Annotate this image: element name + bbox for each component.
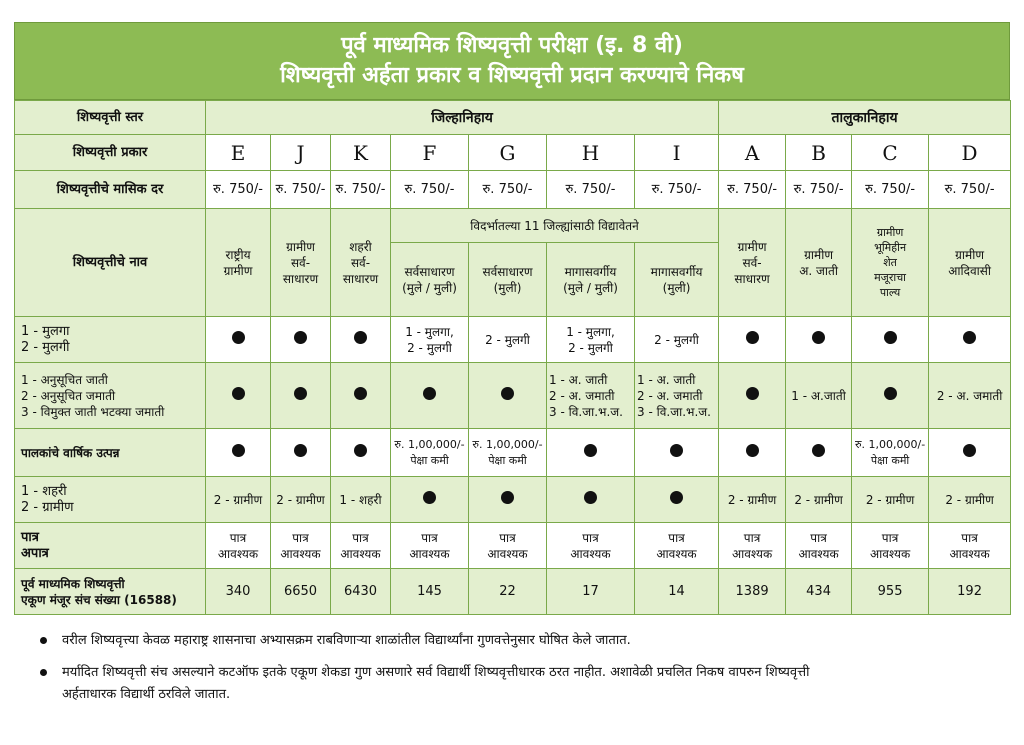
bullet-dot: [584, 491, 597, 504]
area-row: [15, 477, 1011, 523]
dot-cell: [929, 317, 1011, 363]
dot-cell: [331, 363, 391, 429]
note-2: [40, 662, 1000, 706]
dot-cell: [469, 363, 547, 429]
bullet-dot: [354, 444, 367, 457]
bullet-dot: [232, 331, 245, 344]
eligible-cell: पात्र आवश्यक: [786, 523, 852, 569]
gender-G: 2 - मुलगी: [469, 317, 547, 363]
dot-cell: [469, 477, 547, 523]
name-row-top: [15, 209, 1011, 243]
total-E: 340: [206, 569, 271, 615]
bullet-dot: [670, 491, 683, 504]
rate-cell: रु. 750/-: [547, 171, 635, 209]
name-F: सर्वसाधारण (मुले / मुली): [391, 243, 469, 317]
rate-cell: रु. 750/-: [929, 171, 1011, 209]
dot-cell: [271, 317, 331, 363]
total-K: 6430: [331, 569, 391, 615]
rate-cell: रु. 750/-: [719, 171, 786, 209]
bullet-dot: [423, 387, 436, 400]
eligible-cell: पात्र आवश्यक: [271, 523, 331, 569]
eligible-cell: पात्र आवश्यक: [547, 523, 635, 569]
total-A: 1389: [719, 569, 786, 615]
rate-cell: रु. 750/-: [469, 171, 547, 209]
dot-cell: [786, 429, 852, 477]
eligible-cell: पात्र आवश्यक: [331, 523, 391, 569]
scholarship-table-frame: [14, 22, 1010, 615]
type-H: H: [547, 135, 635, 171]
taluka-header: तालुकानिहाय: [719, 101, 1011, 135]
bullet-dot: [670, 444, 683, 457]
bullet-dot: [963, 331, 976, 344]
total-H: 17: [547, 569, 635, 615]
district-header: जिल्हानिहाय: [206, 101, 719, 135]
eligible-cell: पात्र आवश्यक: [469, 523, 547, 569]
type-label: शिष्यवृत्ती प्रकार: [15, 135, 206, 171]
rate-cell: रु. 750/-: [331, 171, 391, 209]
caste-I: 1 - अ. जाती 2 - अ. जमाती 3 - वि.जा.भ.ज.: [635, 363, 719, 429]
eligible-cell: पात्र आवश्यक: [852, 523, 929, 569]
title-line-2: शिष्यवृत्ती अर्हता प्रकार व शिष्यवृत्ती प्रदान करण्याचे निकष: [280, 63, 744, 88]
rate-cell: रु. 750/-: [271, 171, 331, 209]
name-I: मागासवर्गीय (मुली): [635, 243, 719, 317]
name-D: ग्रामीण आदिवासी: [929, 209, 1011, 317]
bullet-icon: [40, 637, 47, 644]
bullet-dot: [354, 331, 367, 344]
income-F: रु. 1,00,000/- पेक्षा कमी: [391, 429, 469, 477]
bullet-dot: [963, 444, 976, 457]
dot-cell: [331, 317, 391, 363]
name-E: राष्ट्रीय ग्रामीण: [206, 209, 271, 317]
dot-cell: [331, 429, 391, 477]
name-label: शिष्यवृत्तीचे नाव: [15, 209, 206, 317]
bullet-dot: [501, 387, 514, 400]
type-row: [15, 135, 1011, 171]
caste-row: [15, 363, 1011, 429]
area-A: 2 - ग्रामीण: [719, 477, 786, 523]
rate-cell: रु. 750/-: [852, 171, 929, 209]
type-B: B: [786, 135, 852, 171]
bullet-dot: [884, 331, 897, 344]
area-J: 2 - ग्रामीण: [271, 477, 331, 523]
gender-row: [15, 317, 1011, 363]
dot-cell: [635, 429, 719, 477]
caste-H: 1 - अ. जाती 2 - अ. जमाती 3 - वि.जा.भ.ज.: [547, 363, 635, 429]
bullet-dot: [812, 444, 825, 457]
bullet-dot: [812, 331, 825, 344]
total-I: 14: [635, 569, 719, 615]
bullet-dot: [746, 444, 759, 457]
bullet-dot: [354, 387, 367, 400]
rate-cell: रु. 750/-: [635, 171, 719, 209]
dot-cell: [852, 363, 929, 429]
bullet-dot: [294, 331, 307, 344]
gender-F: 1 - मुलगा, 2 - मुलगी: [391, 317, 469, 363]
area-label: 1 - शहरी 2 - ग्रामीण: [15, 477, 206, 523]
income-row: [15, 429, 1011, 477]
type-F: F: [391, 135, 469, 171]
dot-cell: [852, 317, 929, 363]
type-A: A: [719, 135, 786, 171]
caste-label: 1 - अनुसूचित जाती 2 - अनुसूचित जमाती 3 - विमुक्त जाती भटक्या जमाती: [15, 363, 206, 429]
eligible-cell: पात्र आवश्यक: [206, 523, 271, 569]
area-C: 2 - ग्रामीण: [852, 477, 929, 523]
dot-cell: [271, 429, 331, 477]
note-1-text: वरील शिष्यवृत्त्या केवळ महाराष्ट्र शासनाचा अभ्यासक्रम राबविणाऱ्या शाळांतील विद्यार्थ्यांना गुणवत्तेनुसार घोषित केले जातात.: [62, 633, 631, 648]
bullet-dot: [746, 331, 759, 344]
eligible-cell: पात्र आवश्यक: [391, 523, 469, 569]
bullet-icon: [40, 669, 47, 676]
title-line-1: पूर्व माध्यमिक शिष्यवृत्ती परीक्षा (इ. 8 वी): [341, 33, 683, 58]
total-J: 6650: [271, 569, 331, 615]
gender-I: 2 - मुलगी: [635, 317, 719, 363]
type-D: D: [929, 135, 1011, 171]
totals-row: [15, 569, 1011, 615]
criteria-table: [14, 100, 1011, 615]
area-D: 2 - ग्रामीण: [929, 477, 1011, 523]
rate-label: शिष्यवृत्तीचे मासिक दर: [15, 171, 206, 209]
total-C: 955: [852, 569, 929, 615]
totals-label: पूर्व माध्यमिक शिष्यवृत्ती एकूण मंजूर संच संख्या (16588): [15, 569, 206, 615]
eligible-cell: पात्र आवश्यक: [635, 523, 719, 569]
name-H: मागासवर्गीय (मुले / मुली): [547, 243, 635, 317]
dot-cell: [391, 363, 469, 429]
dot-cell: [635, 477, 719, 523]
dot-cell: [929, 429, 1011, 477]
dot-cell: [206, 363, 271, 429]
name-J: ग्रामीण सर्व- साधारण: [271, 209, 331, 317]
total-F: 145: [391, 569, 469, 615]
caste-B: 1 - अ.जाती: [786, 363, 852, 429]
area-E: 2 - ग्रामीण: [206, 477, 271, 523]
rate-row: [15, 171, 1011, 209]
area-B: 2 - ग्रामीण: [786, 477, 852, 523]
eligible-cell: पात्र आवश्यक: [719, 523, 786, 569]
income-G: रु. 1,00,000/- पेक्षा कमी: [469, 429, 547, 477]
gender-label: 1 - मुलगा 2 - मुलगी: [15, 317, 206, 363]
name-K: शहरी सर्व- साधारण: [331, 209, 391, 317]
bullet-dot: [423, 491, 436, 504]
dot-cell: [271, 363, 331, 429]
income-C: रु. 1,00,000/- पेक्षा कमी: [852, 429, 929, 477]
caste-D: 2 - अ. जमाती: [929, 363, 1011, 429]
vidarbha-header: विदर्भातल्या 11 जिल्ह्यांसाठी विद्यावेतने: [391, 209, 719, 243]
total-B: 434: [786, 569, 852, 615]
note-2-text: मर्यादित शिष्यवृत्ती संच असल्याने कटऑफ इतके एकूण शेकडा गुण असणारे सर्व विद्यार्थी शिष्यवृत्तीधारक ठरत नाहीत. अशावेळी प्रचलित निकष वापरुन शिष्यवृत्ती: [62, 665, 810, 680]
total-G: 22: [469, 569, 547, 615]
name-B: ग्रामीण अ. जाती: [786, 209, 852, 317]
table-title: [14, 22, 1010, 100]
level-row: [15, 101, 1011, 135]
area-K: 1 - शहरी: [331, 477, 391, 523]
note-1: [40, 630, 1000, 652]
name-G: सर्वसाधारण (मुली): [469, 243, 547, 317]
level-label: शिष्यवृत्ती स्तर: [15, 101, 206, 135]
bullet-dot: [501, 491, 514, 504]
dot-cell: [719, 429, 786, 477]
bullet-dot: [232, 387, 245, 400]
dot-cell: [786, 317, 852, 363]
dot-cell: [719, 317, 786, 363]
rate-cell: रु. 750/-: [391, 171, 469, 209]
rate-cell: रु. 750/-: [786, 171, 852, 209]
name-C: ग्रामीण भूमिहीन शेत मजूराचा पाल्य: [852, 209, 929, 317]
bullet-dot: [584, 444, 597, 457]
type-E: E: [206, 135, 271, 171]
bullet-dot: [746, 387, 759, 400]
note-2-text-cont: अर्हताधारक विद्यार्थी ठरविले जातात.: [62, 687, 231, 702]
type-I: I: [635, 135, 719, 171]
dot-cell: [206, 429, 271, 477]
dot-cell: [391, 477, 469, 523]
eligible-cell: पात्र आवश्यक: [929, 523, 1011, 569]
eligibility-row: [15, 523, 1011, 569]
total-D: 192: [929, 569, 1011, 615]
income-label: पालकांचे वार्षिक उत्पन्न: [15, 429, 206, 477]
type-G: G: [469, 135, 547, 171]
type-K: K: [331, 135, 391, 171]
eligible-label: पात्र अपात्र: [15, 523, 206, 569]
dot-cell: [206, 317, 271, 363]
gender-H: 1 - मुलगा, 2 - मुलगी: [547, 317, 635, 363]
dot-cell: [547, 429, 635, 477]
dot-cell: [547, 477, 635, 523]
name-A: ग्रामीण सर्व- साधारण: [719, 209, 786, 317]
rate-cell: रु. 750/-: [206, 171, 271, 209]
footnotes: [40, 630, 1000, 716]
bullet-dot: [294, 387, 307, 400]
type-J: J: [271, 135, 331, 171]
bullet-dot: [884, 387, 897, 400]
type-C: C: [852, 135, 929, 171]
bullet-dot: [232, 444, 245, 457]
dot-cell: [719, 363, 786, 429]
bullet-dot: [294, 444, 307, 457]
